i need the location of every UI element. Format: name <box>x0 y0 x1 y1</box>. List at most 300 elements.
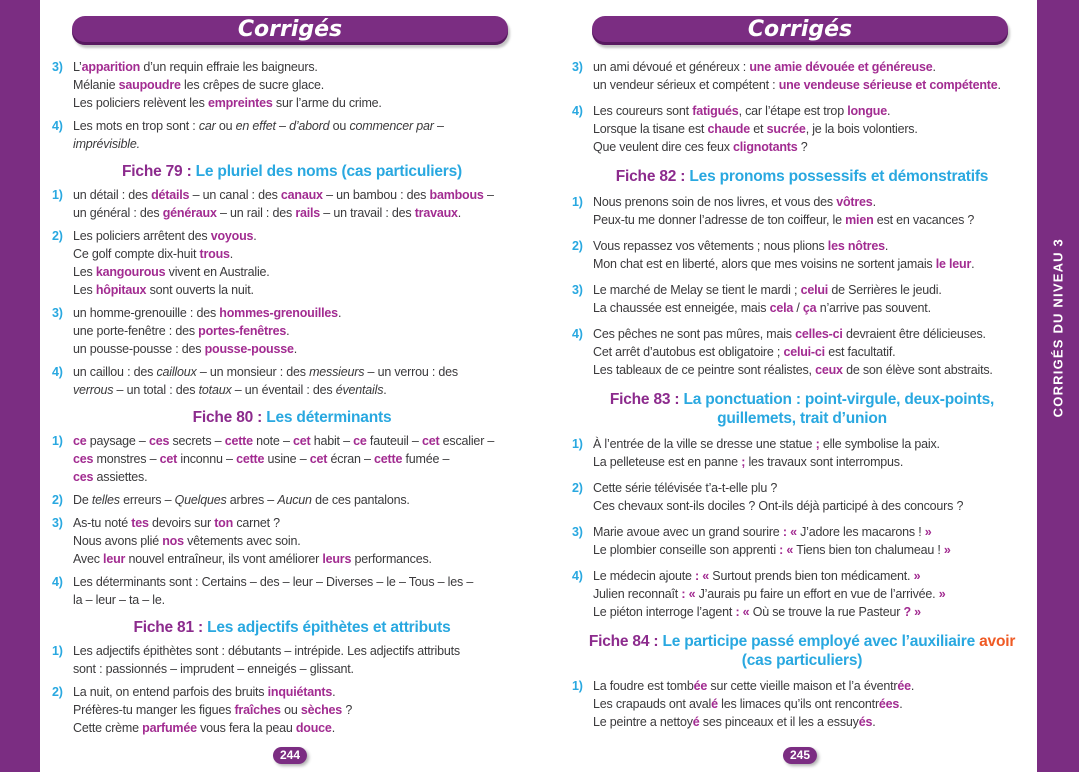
item-lines <box>73 642 460 678</box>
answer-text: nos <box>162 534 184 548</box>
italic-text: en effet <box>235 119 276 133</box>
answer-text: hôpitaux <box>95 283 147 297</box>
fiche-label: Fiche 80 : <box>192 409 267 426</box>
body-text: Mélanie <box>73 78 119 92</box>
answer-text: fraîches <box>234 703 281 717</box>
answer-line <box>593 567 945 585</box>
page-number-badge: 244 <box>273 747 307 764</box>
italic-text: Aucun <box>277 493 312 507</box>
body-text: Que veulent dire ces feux <box>593 140 734 154</box>
answer-item <box>52 363 532 399</box>
answer-line <box>593 361 993 379</box>
answer-text: clignotants <box>733 140 798 154</box>
answer-line <box>73 204 494 222</box>
answer-item <box>572 479 1032 515</box>
answer-line <box>73 450 494 468</box>
item-lines <box>73 117 444 153</box>
answer-text: généraux <box>162 206 217 220</box>
item-number: 4) <box>52 119 63 133</box>
body-text: Les policiers arrêtent des <box>73 229 211 243</box>
body-text: assiettes. <box>93 470 148 484</box>
fiche-label: Fiche 79 : <box>122 163 196 180</box>
body-text: – un monsieur : des <box>196 365 310 379</box>
body-text: est facultatif. <box>824 345 896 359</box>
answer-text: canaux <box>280 188 323 202</box>
answer-text: : « <box>735 605 750 619</box>
body-text: inconnu – <box>177 452 237 466</box>
answer-line <box>593 325 993 343</box>
body-text: Peux-tu me donner l’adresse de ton coiffeur, le <box>593 213 846 227</box>
italic-text: Quelques <box>174 493 227 507</box>
item-number: 2) <box>52 493 63 507</box>
item-number: 4) <box>572 569 583 583</box>
answer-text: » <box>914 605 921 619</box>
body-text: Les policiers relèvent les <box>73 96 208 110</box>
body-text: La pelleteuse est en panne <box>593 455 742 469</box>
fiche-title: Les déterminants <box>266 409 392 426</box>
body-text: nouvel entraîneur, ils vont améliorer <box>125 552 323 566</box>
body-text: Le peintre a nettoy <box>593 715 693 729</box>
item-lines <box>593 567 945 621</box>
body-text: La chaussée est enneigée, mais <box>593 301 770 315</box>
answer-line <box>593 523 951 541</box>
body-text: devraient être délicieuses. <box>842 327 986 341</box>
item-number: 3) <box>572 283 583 297</box>
fiche-heading <box>52 618 532 637</box>
fiche-title: guillemets, trait d’union <box>717 410 887 427</box>
body-text: . <box>997 78 1001 92</box>
body-text: . <box>229 247 234 261</box>
answer-text: hommes-grenouilles <box>219 306 338 320</box>
italic-text: cailloux <box>156 365 197 379</box>
body-text: L’ <box>73 60 82 74</box>
fiche-heading-line <box>572 167 1032 186</box>
body-text: . <box>910 679 915 693</box>
answer-line <box>593 585 945 603</box>
body-text: – un rail : des <box>216 206 296 220</box>
answer-item <box>572 435 1032 471</box>
body-text: Le plombier conseille son apprenti <box>593 543 780 557</box>
answer-text: : « <box>695 569 710 583</box>
body-text: . <box>332 685 336 699</box>
answer-item <box>52 227 532 299</box>
body-text: ou <box>329 119 350 133</box>
item-number: 4) <box>52 365 63 379</box>
answer-line <box>593 281 942 299</box>
answer-line <box>593 255 974 273</box>
answer-text: celui-ci <box>783 345 825 359</box>
body-text: . <box>331 721 335 735</box>
fiche-heading <box>572 167 1032 186</box>
body-text: les crêpes de sucre glace. <box>180 78 325 92</box>
spine-strip-left <box>0 0 40 772</box>
answer-text: cet <box>309 452 328 466</box>
answer-line <box>73 363 458 381</box>
answer-line <box>593 299 942 317</box>
answer-text: ces <box>73 470 94 484</box>
answer-text: empreintes <box>207 96 273 110</box>
body-text: ou <box>280 703 301 717</box>
answer-line <box>73 491 410 509</box>
highlight-orange: avoir <box>979 633 1016 650</box>
answer-line <box>73 381 458 399</box>
fiche-title: Les pronoms possessifs et démonstratifs <box>689 168 989 185</box>
body-text: – un verrou : des <box>364 365 458 379</box>
body-text: Les coureurs sont <box>593 104 693 118</box>
answer-line <box>593 237 974 255</box>
answer-line <box>73 117 444 135</box>
answer-line <box>73 719 352 737</box>
item-lines <box>593 281 942 317</box>
item-number: 1) <box>572 195 583 209</box>
italic-text: imprévisible. <box>73 137 140 151</box>
answer-text: une amie dévouée et généreuse <box>749 60 933 74</box>
italic-text: totaux <box>198 383 232 397</box>
answer-text: parfumée <box>142 721 197 735</box>
answer-item <box>572 523 1032 559</box>
spine-strip-right <box>1037 0 1079 772</box>
corriges-banner-right <box>592 16 1008 45</box>
italic-text: car <box>198 119 216 133</box>
answer-line <box>593 193 974 211</box>
item-lines <box>73 363 458 399</box>
item-number: 3) <box>52 306 63 320</box>
item-number: 4) <box>52 575 63 589</box>
item-lines <box>73 514 432 568</box>
body-text: La nuit, on entend parfois des bruits <box>73 685 268 699</box>
body-text: n’arrive pas souvent. <box>816 301 931 315</box>
body-text: Les tableaux de ce peintre sont réalistes, <box>593 363 816 377</box>
answer-line <box>593 76 1001 94</box>
body-text: Préfères-tu manger les figues <box>73 703 235 717</box>
fiche-heading-line <box>52 618 532 637</box>
body-text: . <box>971 257 975 271</box>
body-text: De <box>73 493 92 507</box>
answer-text: leurs <box>322 552 352 566</box>
body-text: Surtout prends bien ton médicament. <box>709 569 914 583</box>
body-text: La foudre est tomb <box>593 679 694 693</box>
body-text: performances. <box>351 552 432 566</box>
answer-line <box>73 701 352 719</box>
answer-text: ceux <box>815 363 843 377</box>
body-text: Les crapauds ont aval <box>593 697 712 711</box>
answer-item <box>572 102 1032 156</box>
body-text: . <box>286 324 290 338</box>
answer-line <box>73 468 494 486</box>
body-text: Nous avons plié <box>73 534 163 548</box>
answer-text: pousse-pousse <box>204 342 294 356</box>
answer-line <box>593 58 1001 76</box>
answer-line <box>593 343 993 361</box>
answer-text: tes <box>131 516 149 530</box>
body-text: habit – <box>310 434 354 448</box>
item-lines <box>593 479 963 515</box>
body-text: – <box>275 119 290 133</box>
answer-text: ée <box>897 679 911 693</box>
answer-text: ça <box>802 301 817 315</box>
body-text: paysage – <box>86 434 149 448</box>
answer-line <box>593 211 974 229</box>
answer-text: cet <box>292 434 311 448</box>
answer-text: chaude <box>707 122 750 136</box>
banner-title: Corrigés <box>237 17 343 42</box>
italic-text: verrous <box>73 383 114 397</box>
item-number: 1) <box>572 679 583 693</box>
answer-line <box>73 322 341 340</box>
body-text: est en vacances ? <box>873 213 975 227</box>
fiche-heading-line <box>572 390 1032 409</box>
corriges-banner-left <box>72 16 508 45</box>
body-text: . <box>872 715 876 729</box>
body-text: – un bambou : des <box>322 188 430 202</box>
answer-line <box>593 120 918 138</box>
answer-line <box>73 58 382 76</box>
answer-item <box>52 186 532 222</box>
item-lines <box>593 102 918 156</box>
answer-line <box>73 263 270 281</box>
item-number: 1) <box>572 437 583 451</box>
body-text: un détail : des <box>73 188 152 202</box>
answer-line <box>73 227 270 245</box>
item-number: 2) <box>52 685 63 699</box>
answer-item <box>52 514 532 568</box>
answer-text: és <box>858 715 873 729</box>
answer-line <box>593 497 963 515</box>
body-text: escalier – <box>439 434 495 448</box>
item-lines <box>73 491 410 509</box>
answer-item <box>52 642 532 678</box>
body-text: Nous prenons soin de nos livres, et vous des <box>593 195 837 209</box>
fiche-heading-line <box>572 409 1032 428</box>
answer-text: ton <box>214 516 234 530</box>
body-text: , je la bois volontiers. <box>805 122 918 136</box>
body-text: Ces chevaux sont-ils dociles ? Ont-ils déjà participé à des concours ? <box>593 499 964 513</box>
answer-text: kangourous <box>95 265 166 279</box>
answer-text: trous <box>199 247 230 261</box>
answer-text: fatigués <box>692 104 739 118</box>
page-number-badge: 245 <box>783 747 817 764</box>
body-text: J’aurais pu faire un effort en vue de l’arrivée. <box>695 587 939 601</box>
banner-title: Corrigés <box>747 17 853 42</box>
body-text: . <box>884 239 889 253</box>
fiche-label: Fiche 82 : <box>615 168 690 185</box>
body-text: note – <box>252 434 293 448</box>
answer-line <box>73 245 270 263</box>
fiche-heading <box>52 408 532 427</box>
answer-item <box>572 58 1032 94</box>
italic-text: d’abord <box>289 119 330 133</box>
fiche-title: Les adjectifs épithètes et attributs <box>207 619 451 636</box>
body-text: fumée – <box>402 452 450 466</box>
item-number: 3) <box>572 60 583 74</box>
answer-text: » <box>938 587 946 601</box>
item-number: 1) <box>52 644 63 658</box>
body-text: Les adjectifs épithètes sont : débutants – intrépide. Les adjectifs attributs <box>73 644 460 658</box>
italic-text: telles <box>91 493 120 507</box>
body-text: As-tu noté <box>73 516 132 530</box>
answer-item <box>52 117 532 153</box>
body-text: Avec <box>73 552 104 566</box>
answer-text: ces <box>73 452 94 466</box>
body-text: Le médecin ajoute <box>593 569 696 583</box>
answer-line <box>593 138 918 156</box>
body-text: carnet ? <box>233 516 280 530</box>
body-text: . <box>932 60 936 74</box>
answer-item <box>572 677 1032 731</box>
body-text: fauteuil – <box>366 434 422 448</box>
body-text: . <box>872 195 876 209</box>
body-text: Julien reconnaît <box>593 587 682 601</box>
answer-text: les nôtres <box>827 239 885 253</box>
answer-item <box>572 567 1032 621</box>
answer-text: : « <box>782 525 797 539</box>
answer-line <box>73 76 382 94</box>
answer-item <box>52 58 532 112</box>
answer-item <box>52 683 532 737</box>
answer-text: détails <box>151 188 190 202</box>
body-text: de Serrières le jeudi. <box>828 283 942 297</box>
answer-line <box>593 541 951 559</box>
answer-text: apparition <box>81 60 141 74</box>
answer-text: celles-ci <box>795 327 843 341</box>
answer-text: longue <box>847 104 887 118</box>
body-text: un ami dévoué et généreux : <box>593 60 750 74</box>
body-text: un pousse-pousse : des <box>73 342 205 356</box>
answer-line <box>593 603 945 621</box>
answer-item <box>572 193 1032 229</box>
answer-text: ce <box>353 434 367 448</box>
answer-line <box>593 102 918 120</box>
body-text: – un travail : des <box>320 206 415 220</box>
answer-item <box>572 281 1032 317</box>
item-number: 1) <box>52 188 63 202</box>
item-lines <box>593 58 1001 94</box>
item-lines <box>73 683 352 737</box>
answer-line <box>73 514 432 532</box>
answer-line <box>73 532 432 550</box>
body-text: . <box>383 383 387 397</box>
answer-line <box>593 713 914 731</box>
sidebar-label: CORRIGÉS DU NIVEAU 3 <box>1050 238 1066 418</box>
fiche-heading-line <box>52 408 532 427</box>
answer-text: mien <box>845 213 874 227</box>
body-text: . <box>457 206 462 220</box>
body-text: , car l’étape est trop <box>738 104 848 118</box>
answer-text: » <box>924 525 932 539</box>
body-text: vêtements avec soin. <box>183 534 301 548</box>
answer-line <box>593 479 963 497</box>
answer-text: é <box>692 715 700 729</box>
body-text: – <box>483 188 494 202</box>
body-text: erreurs – <box>119 493 175 507</box>
answer-text: ; <box>741 455 746 469</box>
body-text: / <box>793 301 803 315</box>
body-text: d’un requin effraie les baigneurs. <box>140 60 318 74</box>
answer-item <box>572 237 1032 273</box>
body-text: Cette série télévisée t’a-t-elle plu ? <box>593 481 778 495</box>
answer-text: travaux <box>414 206 458 220</box>
body-text: ? <box>342 703 353 717</box>
answer-text: cette <box>236 452 265 466</box>
answer-line <box>73 550 432 568</box>
fiche-heading <box>52 162 532 181</box>
item-lines <box>593 325 993 379</box>
fiche-heading-line <box>52 162 532 181</box>
body-text: sont : passionnés – imprudent – enneigés – glissant. <box>73 662 354 676</box>
body-text: secrets – <box>169 434 225 448</box>
fiche-title: La ponctuation : point-virgule, deux-points, <box>683 391 995 408</box>
fiche-title: Le pluriel des noms (cas particuliers) <box>195 163 462 180</box>
item-number: 4) <box>572 104 583 118</box>
answer-line <box>73 340 341 358</box>
body-text: – un total : des <box>113 383 199 397</box>
item-lines <box>73 227 270 299</box>
answer-text: ; <box>815 437 820 451</box>
body-text: ou <box>215 119 236 133</box>
body-text: . <box>293 342 297 356</box>
answer-text: ? <box>903 605 911 619</box>
answer-text: le leur <box>935 257 972 271</box>
item-number: 4) <box>572 327 583 341</box>
answer-item <box>52 432 532 486</box>
item-lines <box>593 237 974 273</box>
item-lines <box>73 573 473 609</box>
answer-line <box>73 281 270 299</box>
answer-text: portes-fenêtres <box>198 324 287 338</box>
body-text: J’adore les macarons ! <box>796 525 925 539</box>
answer-text: ée <box>693 679 708 693</box>
body-text: Mon chat est en liberté, alors que mes voisins ne sortent jamais <box>593 257 936 271</box>
answer-text: sucrée <box>766 122 806 136</box>
body-text: Lorsque la tisane est <box>593 122 708 136</box>
answer-item <box>52 573 532 609</box>
body-text: les travaux sont interrompus. <box>745 455 904 469</box>
fiche-heading-line <box>572 632 1032 651</box>
item-lines <box>73 304 341 358</box>
body-text: sur l’arme du crime. <box>272 96 382 110</box>
body-text: sont ouverts la nuit. <box>146 283 254 297</box>
page-left-content <box>48 58 532 737</box>
body-text: Vous repassez vos vêtements ; nous plions <box>593 239 828 253</box>
body-text: une porte-fenêtre : des <box>73 324 199 338</box>
page-right <box>568 0 1032 772</box>
body-text: sur cette vieille maison et l’a éventr <box>707 679 898 693</box>
body-text: un général : des <box>73 206 163 220</box>
body-text: écran – <box>327 452 375 466</box>
body-text: . <box>337 306 342 320</box>
answer-text: » <box>943 543 951 557</box>
body-text: Où se trouve la rue Pasteur <box>749 605 904 619</box>
body-text: les limaces qu’ils ont rencontr <box>717 697 879 711</box>
answer-item <box>52 304 532 358</box>
answer-line <box>73 591 473 609</box>
body-text: Les <box>73 265 96 279</box>
answer-text: une vendeuse sérieuse et compétente <box>778 78 998 92</box>
item-lines <box>593 193 974 229</box>
answer-text: voyous <box>210 229 254 243</box>
body-text: Marie avoue avec un grand sourire <box>593 525 783 539</box>
body-text: Le piéton interroge l’agent <box>593 605 736 619</box>
body-text: un caillou : des <box>73 365 157 379</box>
answer-text: leur <box>103 552 126 566</box>
item-lines <box>73 186 494 222</box>
page-right-content <box>568 58 1032 731</box>
fiche-title: Le participe passé employé avec l’auxiliaire <box>662 633 980 650</box>
answer-text: : « <box>681 587 696 601</box>
body-text: . <box>899 697 903 711</box>
body-text: . <box>253 229 257 243</box>
answer-text: inquiétants <box>267 685 333 699</box>
